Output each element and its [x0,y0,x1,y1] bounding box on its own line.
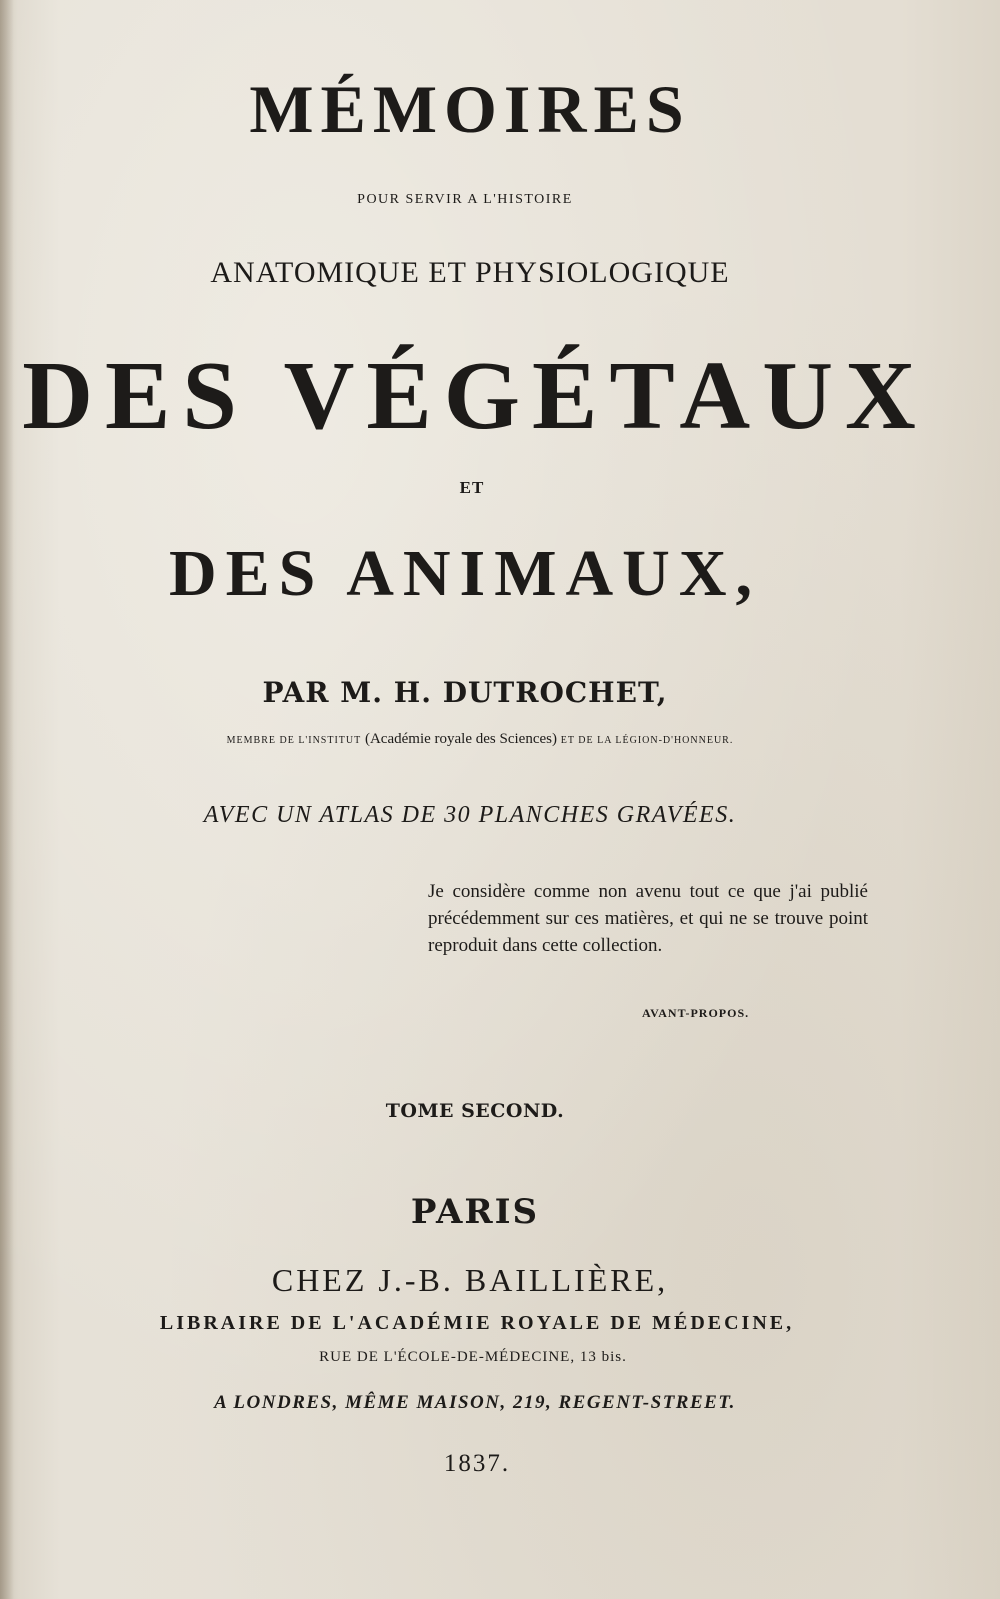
atlas-line: AVEC UN ATLAS DE 30 PLANCHES GRAVÉES. [203,802,737,828]
title-memoires: MÉMOIRES [249,71,691,147]
imprint-london: A LONDRES, MÊME MAISON, 219, REGENT-STREET. [214,1392,736,1413]
title-des-animaux: DES ANIMAUX, [168,537,762,610]
author-line: PAR M. H. DUTROCHET, [262,676,668,709]
affiliation-prefix: MEMBRE DE L'INSTITUT [226,735,362,746]
epigraph-source: AVANT-PROPOS. [642,1006,750,1020]
author-affiliation [0,731,980,748]
imprint-publisher: CHEZ J.-B. BAILLIÈRE, [271,1262,669,1298]
imprint-city: PARIS [410,1192,540,1232]
title-des-vegetaux: DES VÉGÉTAUX [22,342,928,450]
subtitle-anatomique: ANATOMIQUE ET PHYSIOLOGIQUE [210,256,730,289]
subtitle-pour-servir: POUR SERVIR A L'HISTOIRE [357,192,573,207]
imprint-address: RUE DE L'ÉCOLE-DE-MÉDECINE, 13 bis. [319,1349,627,1365]
imprint-publisher-role: LIBRAIRE DE L'ACADÉMIE ROYALE DE MÉDECINE, [159,1312,795,1334]
imprint-year: 1837. [443,1450,511,1477]
affiliation-academie: (Académie royale des Sciences) [364,731,557,747]
title-et: ET [459,478,485,497]
affiliation-suffix: ET DE LA LÉGION-D'HONNEUR. [560,735,734,746]
epigraph: Je considère comme non avenu tout ce que j'ai publié précédemment sur ces matières, et qui ne se trouve point reproduit dans cette collection. [428,881,868,956]
volume-label: TOME SECOND. [385,1100,565,1122]
